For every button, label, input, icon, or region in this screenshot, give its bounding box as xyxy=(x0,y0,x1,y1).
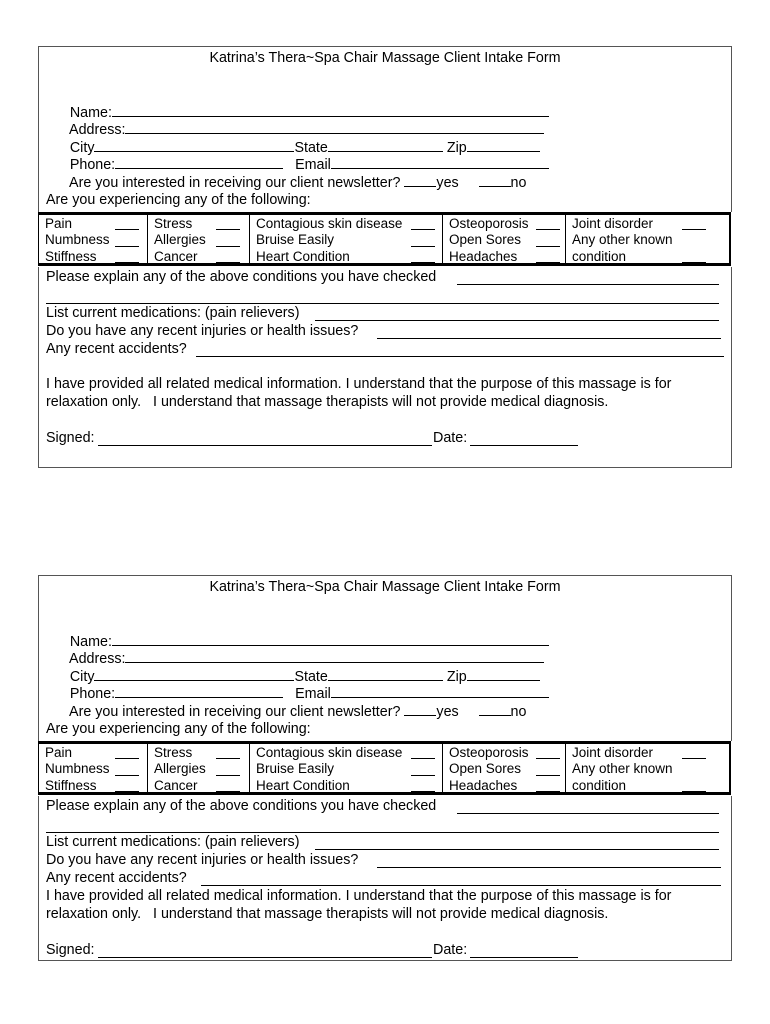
accidents-label: Any recent accidents? xyxy=(46,341,187,357)
state-label: State xyxy=(294,669,328,685)
explain-label: Please explain any of the above conditions you have checked xyxy=(46,269,437,285)
open-sores-checkbox[interactable] xyxy=(536,775,560,776)
injuries-label: Do you have any recent injuries or health issues? xyxy=(46,323,359,339)
form-title: Katrina’s Thera~Spa Chair Massage Client Intake Form xyxy=(209,579,561,595)
medications-field[interactable] xyxy=(315,320,719,321)
pain-checkbox[interactable] xyxy=(115,229,139,230)
city-label: City xyxy=(69,140,95,156)
stress-checkbox[interactable] xyxy=(216,758,240,759)
explain-label: Please explain any of the above conditions you have checked xyxy=(46,798,437,814)
stiffness-checkbox[interactable] xyxy=(115,262,139,263)
injuries-field[interactable] xyxy=(377,867,721,868)
email-label: Email xyxy=(295,686,331,702)
osteoporosis-checkbox[interactable] xyxy=(536,758,560,759)
condition-allergies: Allergies xyxy=(154,761,249,777)
contagious-skin-disease-checkbox[interactable] xyxy=(411,758,435,759)
condition-osteoporosis: Osteoporosis xyxy=(449,745,565,761)
joint-disorder-checkbox[interactable] xyxy=(682,229,706,230)
newsletter-question: Are you interested in receiving our client newsletter? xyxy=(69,704,401,720)
accidents-field[interactable] xyxy=(196,356,724,357)
newsletter-no-field[interactable] xyxy=(479,702,511,716)
newsletter-no-field[interactable] xyxy=(479,173,511,187)
newsletter-question: Are you interested in receiving our client newsletter? xyxy=(69,175,401,191)
allergies-checkbox[interactable] xyxy=(216,775,240,776)
explain-field[interactable] xyxy=(457,813,719,814)
date-label: Date: xyxy=(433,942,468,958)
condition-any-other-known: Any other known xyxy=(572,761,673,777)
signature-field[interactable] xyxy=(98,445,432,446)
stress-checkbox[interactable] xyxy=(216,229,240,230)
condition-other-condition: condition xyxy=(572,778,729,794)
phone-label: Phone: xyxy=(69,686,116,702)
email-label: Email xyxy=(295,157,331,173)
health-details-section xyxy=(38,796,732,961)
condition-headaches: Headaches xyxy=(449,778,565,794)
no-label: no xyxy=(510,175,527,191)
address-label: Address: xyxy=(69,122,126,138)
disclaimer-line-2: relaxation only. I understand that massage therapists will not provide medical diagnosis. xyxy=(46,906,609,922)
pain-checkbox[interactable] xyxy=(115,758,139,759)
explain-field[interactable] xyxy=(457,284,719,285)
condition-stiffness: Stiffness xyxy=(45,778,147,794)
conditions-prompt: Are you experiencing any of the following: xyxy=(46,192,311,208)
bruise-easily-checkbox[interactable] xyxy=(411,775,435,776)
conditions-column-2 xyxy=(148,215,250,263)
zip-label: Zip xyxy=(446,140,467,156)
address-label: Address: xyxy=(69,651,126,667)
yes-label: yes xyxy=(436,704,459,720)
conditions-column-5 xyxy=(566,744,729,792)
condition-contagious-skin-disease: Contagious skin disease xyxy=(256,745,442,761)
conditions-prompt: Are you experiencing any of the following: xyxy=(46,721,311,737)
condition-other-condition: condition xyxy=(572,249,729,265)
form-title: Katrina’s Thera~Spa Chair Massage Client Intake Form xyxy=(209,50,561,66)
numbness-checkbox[interactable] xyxy=(115,246,139,247)
condition-heart-condition: Heart Condition xyxy=(256,778,442,794)
cancer-checkbox[interactable] xyxy=(216,262,240,263)
accidents-field[interactable] xyxy=(201,885,721,886)
condition-numbness: Numbness xyxy=(45,232,147,248)
stiffness-checkbox[interactable] xyxy=(115,791,139,792)
disclaimer-line-2: relaxation only. I understand that massage therapists will not provide medical diagnosis. xyxy=(46,394,609,410)
heart-condition-checkbox[interactable] xyxy=(411,262,435,263)
medications-label: List current medications: (pain relievers) xyxy=(46,305,300,321)
headaches-checkbox[interactable] xyxy=(536,262,560,263)
signed-label: Signed: xyxy=(46,942,95,958)
client-info-section xyxy=(38,46,732,212)
intake-form-1 xyxy=(38,46,732,468)
condition-numbness: Numbness xyxy=(45,761,147,777)
injuries-field[interactable] xyxy=(377,338,721,339)
numbness-checkbox[interactable] xyxy=(115,775,139,776)
medications-field[interactable] xyxy=(315,849,719,850)
condition-stress: Stress xyxy=(154,216,249,232)
contagious-skin-disease-checkbox[interactable] xyxy=(411,229,435,230)
cancer-checkbox[interactable] xyxy=(216,791,240,792)
city-label: City xyxy=(69,669,95,685)
injuries-label: Do you have any recent injuries or health issues? xyxy=(46,852,359,868)
condition-heart-condition: Heart Condition xyxy=(256,249,442,265)
condition-open-sores: Open Sores xyxy=(449,761,565,777)
condition-headaches: Headaches xyxy=(449,249,565,265)
condition-pain: Pain xyxy=(45,745,147,761)
signed-label: Signed: xyxy=(46,430,95,446)
phone-label: Phone: xyxy=(69,157,116,173)
explain-field-line-2[interactable] xyxy=(46,303,719,304)
no-label: no xyxy=(510,704,527,720)
date-label: Date: xyxy=(433,430,468,446)
condition-cancer: Cancer xyxy=(154,778,249,794)
condition-bruise-easily: Bruise Easily xyxy=(256,232,442,248)
signature-field[interactable] xyxy=(98,957,432,958)
date-field[interactable] xyxy=(470,957,578,958)
condition-bruise-easily: Bruise Easily xyxy=(256,761,442,777)
open-sores-checkbox[interactable] xyxy=(536,246,560,247)
joint-disorder-checkbox[interactable] xyxy=(682,758,706,759)
condition-cancer: Cancer xyxy=(154,249,249,265)
osteoporosis-checkbox[interactable] xyxy=(536,229,560,230)
condition-open-sores: Open Sores xyxy=(449,232,565,248)
zip-label: Zip xyxy=(446,669,467,685)
date-field[interactable] xyxy=(470,445,578,446)
yes-label: yes xyxy=(436,175,459,191)
other-condition-checkbox[interactable] xyxy=(682,791,706,792)
explain-field-line-2[interactable] xyxy=(46,832,719,833)
allergies-checkbox[interactable] xyxy=(216,246,240,247)
condition-joint-disorder: Joint disorder xyxy=(572,216,729,232)
condition-allergies: Allergies xyxy=(154,232,249,248)
condition-contagious-skin-disease: Contagious skin disease xyxy=(256,216,442,232)
health-details-section xyxy=(38,267,732,468)
other-condition-checkbox[interactable] xyxy=(682,262,706,263)
condition-pain: Pain xyxy=(45,216,147,232)
newsletter-yes-field[interactable] xyxy=(404,173,436,187)
conditions-column-3 xyxy=(250,744,443,792)
condition-osteoporosis: Osteoporosis xyxy=(449,216,565,232)
conditions-column-2 xyxy=(148,744,250,792)
name-label: Name: xyxy=(69,634,112,650)
condition-stiffness: Stiffness xyxy=(45,249,147,265)
conditions-column-5 xyxy=(566,215,729,263)
conditions-column-4 xyxy=(443,215,566,263)
intake-form-2 xyxy=(38,575,732,961)
heart-condition-checkbox[interactable] xyxy=(411,791,435,792)
condition-stress: Stress xyxy=(154,745,249,761)
conditions-column-1 xyxy=(39,744,148,792)
disclaimer-line-1: I have provided all related medical information. I understand that the purpose of this massage is for xyxy=(46,376,672,392)
conditions-column-4 xyxy=(443,744,566,792)
state-label: State xyxy=(294,140,328,156)
accidents-label: Any recent accidents? xyxy=(46,870,187,886)
conditions-column-3 xyxy=(250,215,443,263)
disclaimer-line-1: I have provided all related medical information. I understand that the purpose of this massage is for xyxy=(46,888,672,904)
name-label: Name: xyxy=(69,105,112,121)
newsletter-yes-field[interactable] xyxy=(404,702,436,716)
bruise-easily-checkbox[interactable] xyxy=(411,246,435,247)
conditions-column-1 xyxy=(39,215,148,263)
conditions-table xyxy=(38,741,731,795)
conditions-table xyxy=(38,212,731,266)
headaches-checkbox[interactable] xyxy=(536,791,560,792)
condition-joint-disorder: Joint disorder xyxy=(572,745,729,761)
condition-any-other-known: Any other known xyxy=(572,232,673,248)
medications-label: List current medications: (pain relievers) xyxy=(46,834,300,850)
client-info-section xyxy=(38,575,732,741)
